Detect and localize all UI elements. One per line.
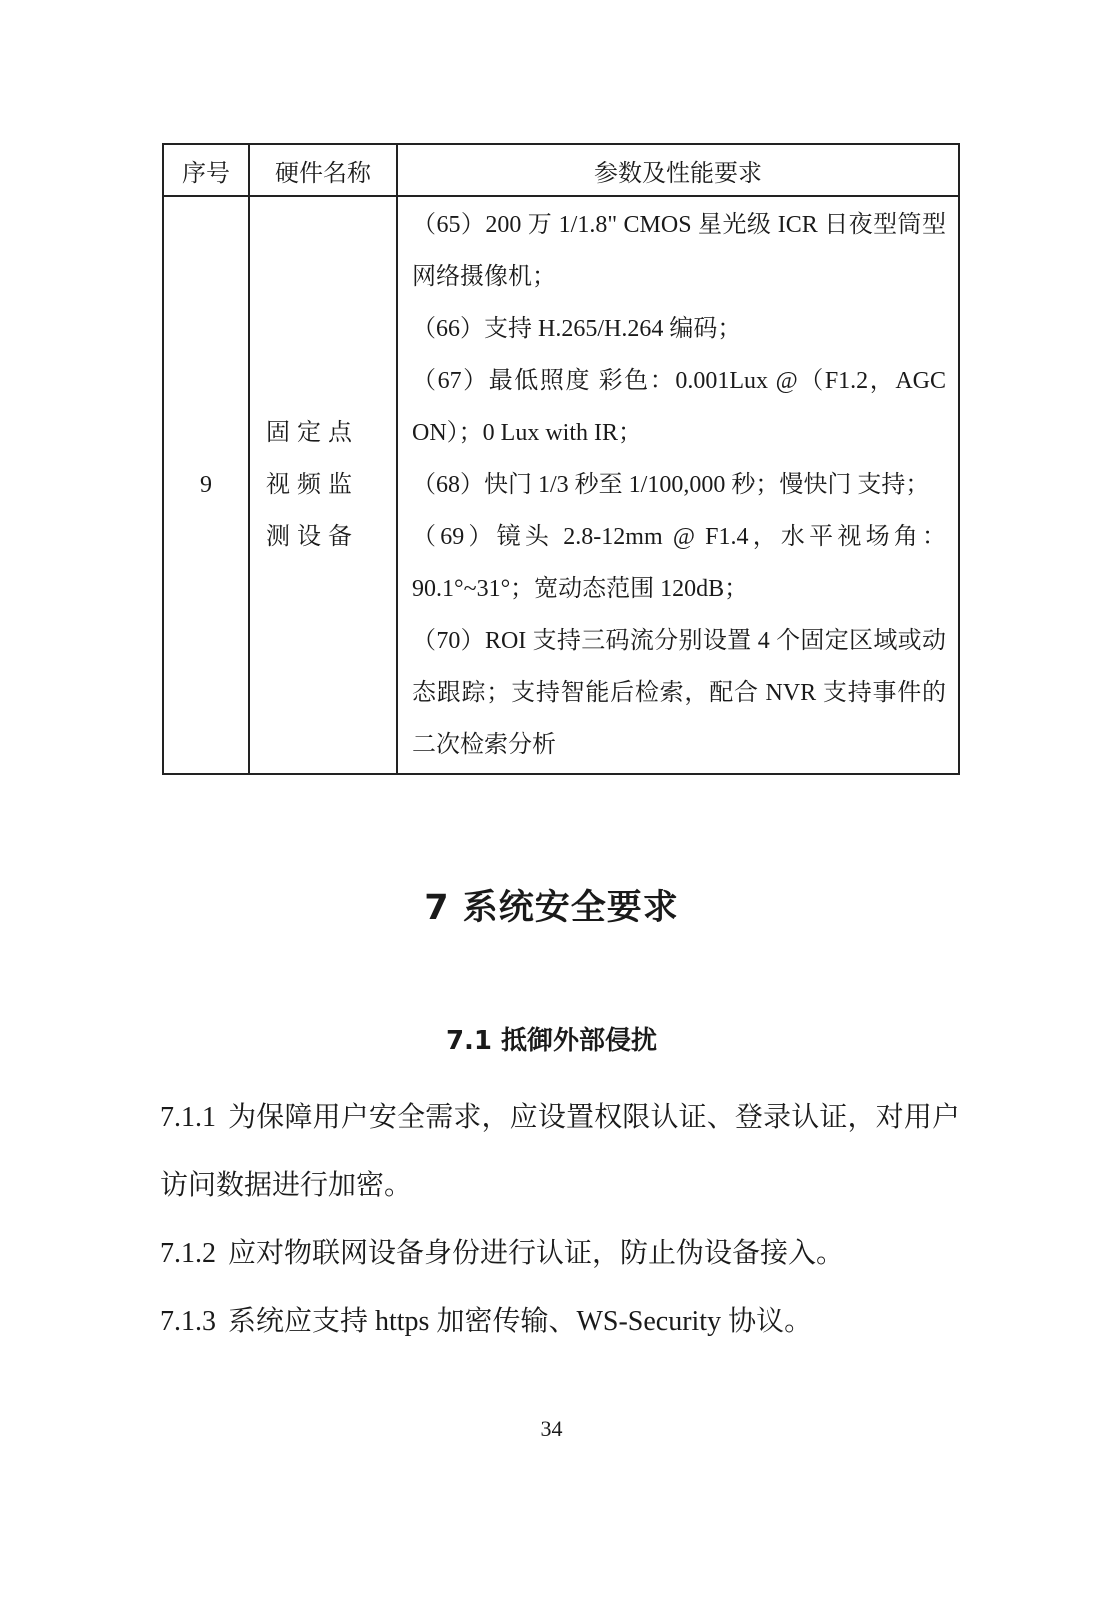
requirement-item: （69）镜头 2.8-12mm @ F1.4，水平视场角：90.1°~31°；宽动态范围 120dB； [412, 524, 946, 602]
clause-number: 7.1.2 [160, 1238, 216, 1269]
requirement-item: （68）快门 1/3 秒至 1/100,000 秒；慢快门 支持； [412, 472, 930, 498]
section-heading: 7 系统安全要求 [424, 888, 679, 928]
clause-number: 7.1.1 [160, 1102, 216, 1133]
header-seq: 序号 [163, 144, 249, 196]
row-requirements [397, 196, 959, 774]
clause-paragraph [160, 1220, 960, 1288]
row-hardware-name: 固定点视频监测设备 [249, 196, 397, 774]
requirement-item: （70）ROI 支持三码流分别设置 4 个固定区域或动态跟踪；支持智能后检索，配合 NVR 支持事件的二次检索分析 [412, 628, 946, 758]
hardware-spec-table [162, 143, 960, 775]
clause-paragraph [160, 1084, 960, 1220]
clause-text: 为保障用户安全需求，应设置权限认证、登录认证，对用户访问数据进行加密。 [160, 1102, 960, 1201]
subsection-heading: 7.1 抵御外部侵扰 [445, 1026, 658, 1056]
page-number: 34 [540, 1416, 563, 1441]
row-seq: 9 [163, 196, 249, 774]
clause-number: 7.1.3 [160, 1306, 216, 1337]
requirement-item: （67）最低照度 彩色：0.001Lux @（F1.2，AGC ON）；0 Lux with IR； [412, 368, 946, 446]
clause-text: 系统应支持 https 加密传输、WS-Security 协议。 [228, 1306, 813, 1337]
table-header-row [163, 144, 959, 196]
header-requirements: 参数及性能要求 [397, 144, 959, 196]
clause-text: 应对物联网设备身份进行认证，防止伪设备接入。 [228, 1238, 845, 1269]
requirement-item: （65）200 万 1/1.8" CMOS 星光级 ICR 日夜型筒型网络摄像机； [412, 212, 946, 290]
requirement-item: （66）支持 H.265/H.264 编码； [412, 316, 742, 342]
table-row [163, 196, 959, 774]
header-hardware-name: 硬件名称 [249, 144, 397, 196]
clause-paragraph [160, 1288, 960, 1356]
